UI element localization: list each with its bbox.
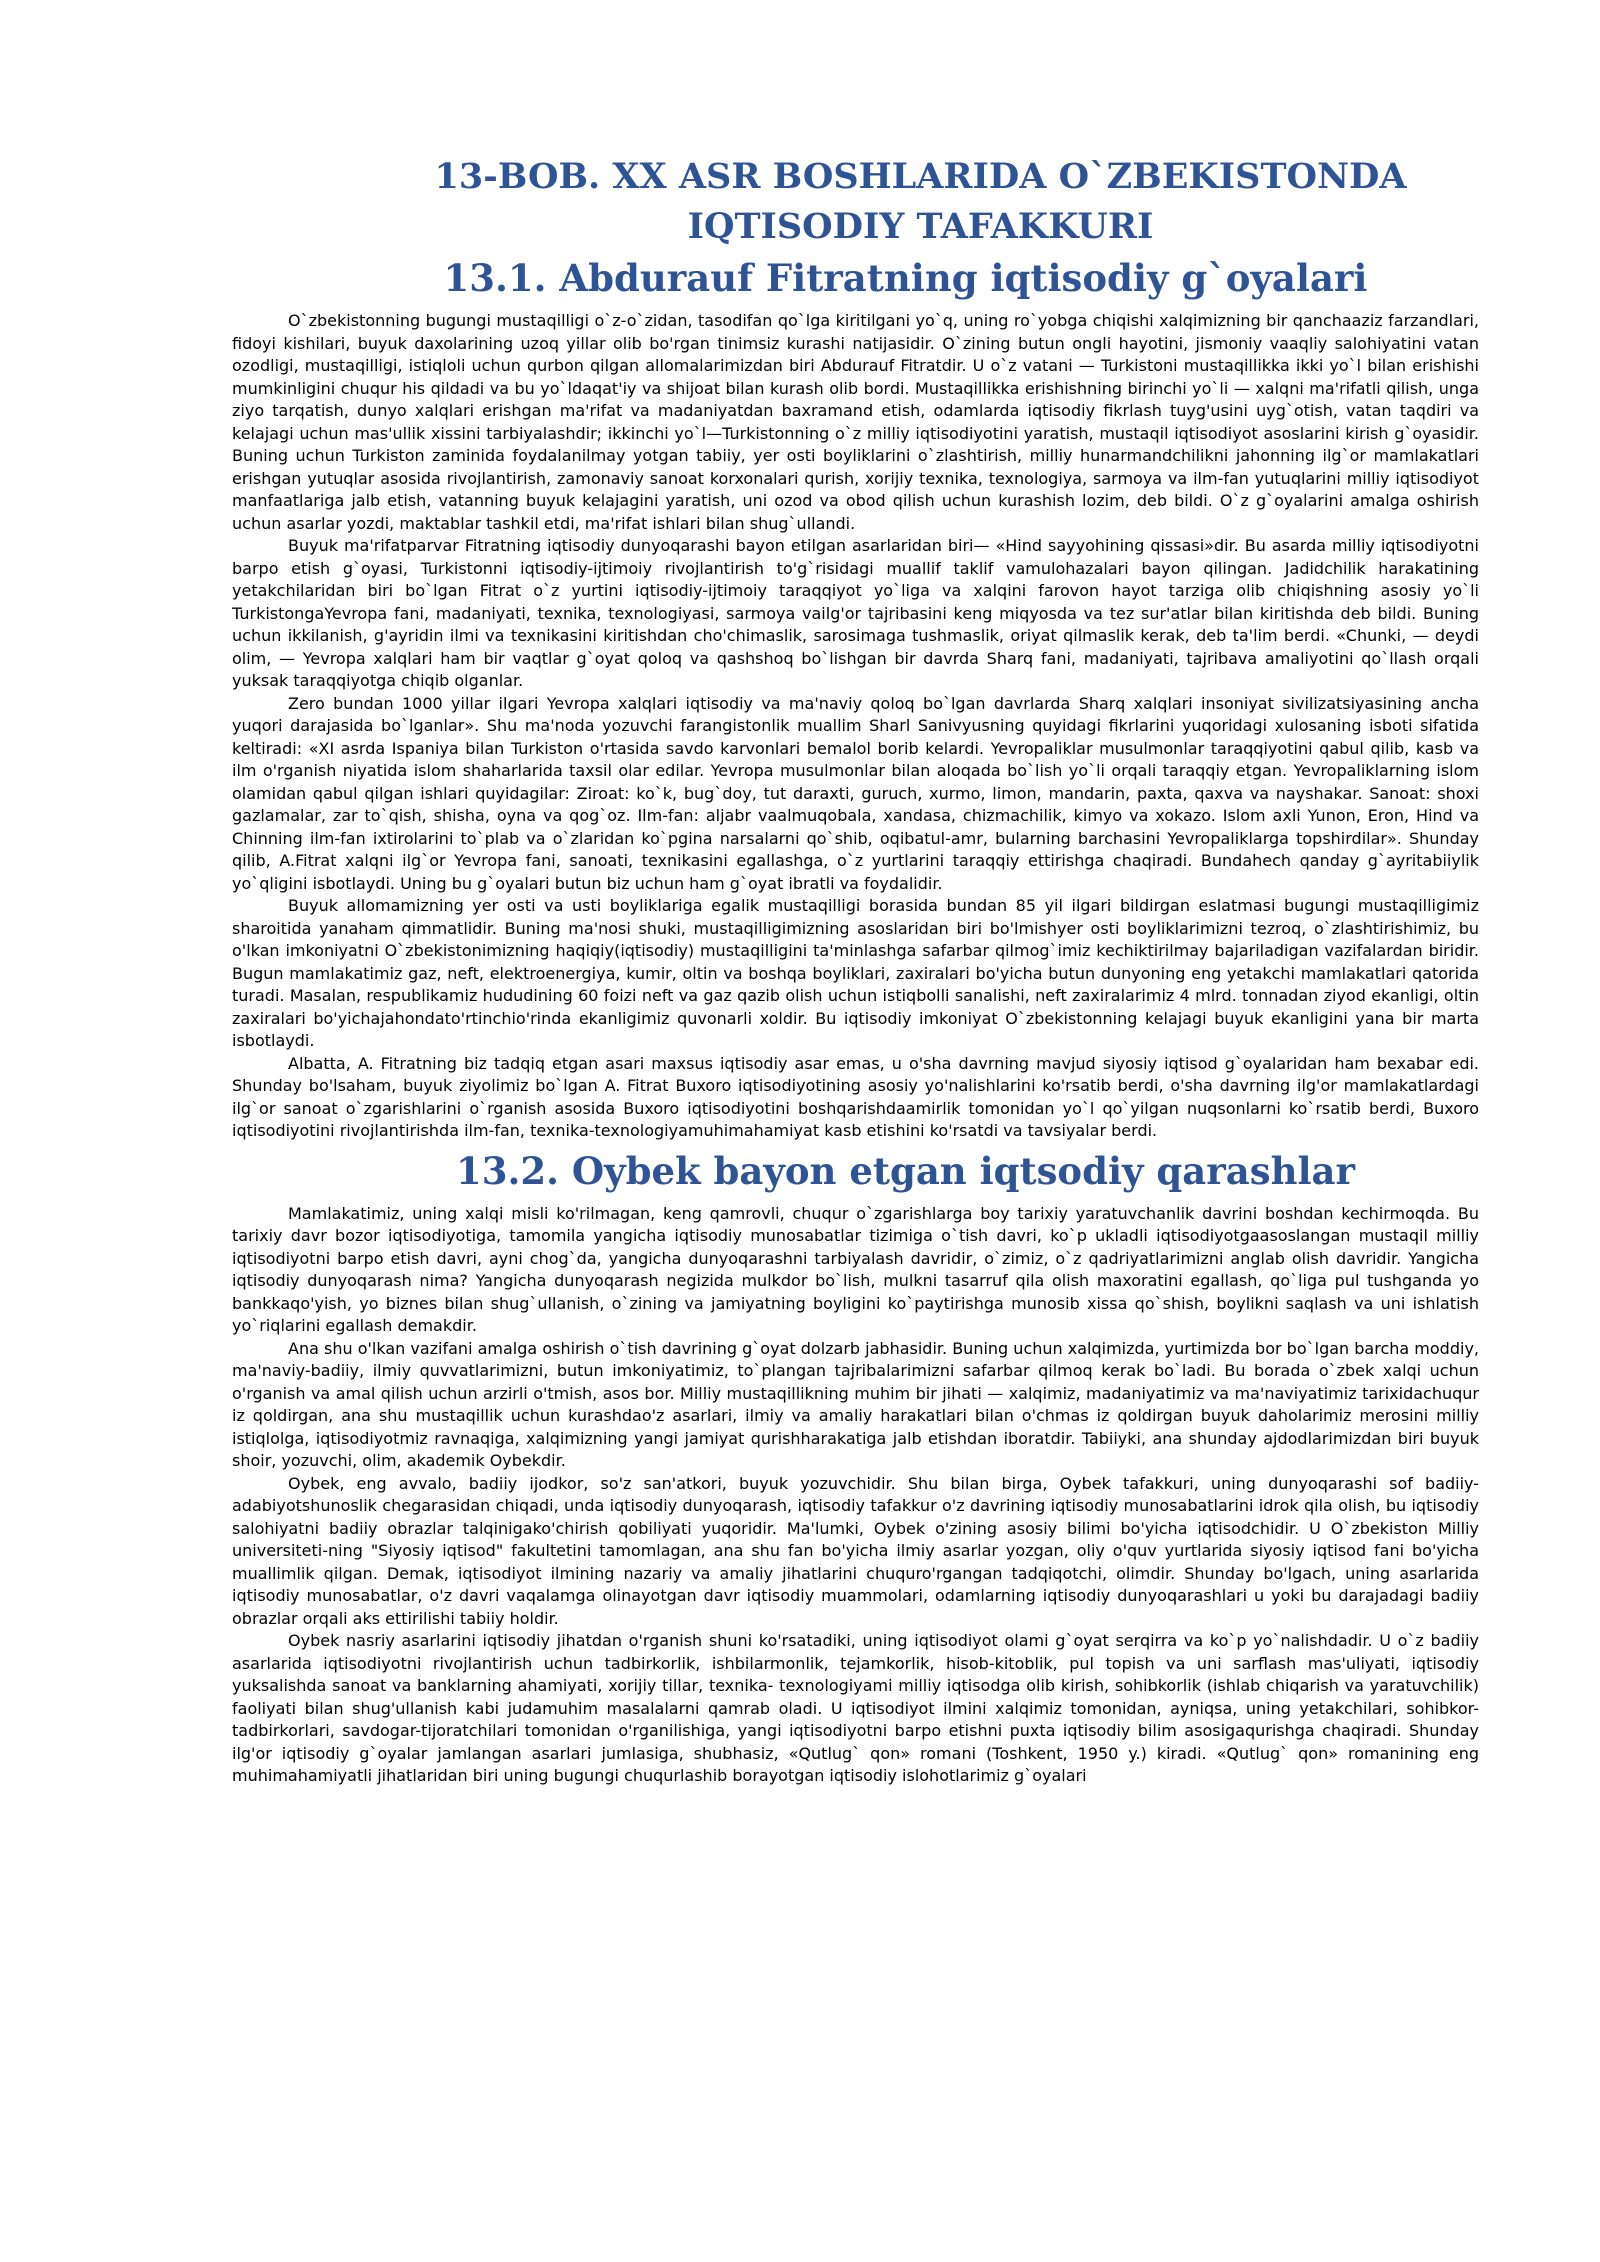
paragraph: Zero bundan 1000 yillar ilgari Yevropa xalqlari iqtisodiy va ma'naviy qoloq bo`lgan davrlarda Sharq xalqlari insoniyat sivilizatsiyasining ancha yuqori darajasida bo`lganlar». Shu ma'noda yozuvchi farangistonlik muallim Sharl Sanivyusning quyidagi fikrlarini yuqoridagi xulosaning isboti sifatida keltiradi: «XI asrda Ispaniya bilan Turkiston o'rtasida savdo karvonlari bemalol borib kelardi. Yevropaliklar musulmonlar taraqqiyotini qabul qilib, kasb va ilm o'rganish niyatida islom shaharlarida taxsil olar edilar. Yevropa musulmonlar bilan aloqada bo`lish yo`li orqali taraqqiy etgan. Yevropaliklarning islom olamidan qabul qilgan ishlari quyidagilar: Ziroat: ko`k, bug`doy, tut daraxti, guruch, xurmo, limon, mandarin, paxta, qaxva va nayshakar. Sanoat: shoxi gazlamalar, zar to`qish, shisha, oyna va qog`oz. Ilm-fan: aljabr vaalmuqobala, xandasa, chizmachilik, kimyo va xokazo. Islom axli Yunon, Eron, Hind va Chinning ilm-fan ixtirolarini to`plab va o`zlaridan ko`pgina narsalarni qo`shib, oqibatul-amr, bularning barchasini Yevropaliklarga topshirdilar». Shunday qilib, A.Fitrat xalqni ilg`or Yevropa fani, sanoati, texnikasini egallashga, o`z yurtlarini taraqqiy ettirishga chaqiradi. Bundahech qanday g`ayritabiiylik yo`qligini isbotlaydi. Uning bu g`oyalari butun biz uchun ham g`oyat ibratli va foydalidir.: [232, 693, 1479, 893]
chapter-title: 13-BOB. XX ASR BOSHLARIDA O`ZBEKISTONDA IQTISODIY TAFAKKURI: [434, 156, 1407, 247]
paragraph: Buyuk allomamizning yer osti va usti boyliklariga egalik mustaqilligi borasida bundan 85 yil ilgari bildirgan eslatmasi bugungi mustaqilligimiz sharoitida yanaham qimmatlidir. Buning ma'nosi shuki, mustaqilligimizning asoslaridan biri bo'lmishyer osti boyliklarimizni tezroq, o`zlashtirishimiz, bu o'lkan imkoniyatni O`zbekistonimizning haqiqiy(iqtisodiy) mustaqilligini ta'minlashga safarbar qilmog`imiz kechiktirilmay bajariladigan vazifalardan biridir. Bugun mamlakatimiz gaz, neft, elektroenergiya, kumir, oltin va boshqa boyliklari, zaxiralari bo'yicha butun dunyoning eng yetakchi mamlakatlari qatorida turadi. Masalan, respublikamiz hududining 60 foizi neft va gaz qazib olish uchun istiqbolli sanalishi, neft zaxiralarimiz 4 mlrd. tonnadan ziyod ekanligi, oltin zaxiralari bo'yichajahondato'rtinchio'rinda ekanligimiz quvonarli xoldir. Bu iqtisodiy imkoniyat O`zbekistonning kelajagi buyuk ekanligini yana bir marta isbotlaydi.: [232, 896, 1479, 1050]
paragraph: Oybek, eng avvalo, badiiy ijodkor, so'z san'atkori, buyuk yozuvchidir. Shu bilan birga, Oybek tafakkuri, uning dunyoqarashi sof badiiy-adabiyotshunoslik chegarasidan chiqadi, unda iqtisodiy dunyoqarash, iqtisodiy tafakkur o'z davrining iqtisodiy munosabatlarini idrok qila olish, bu iqtisodiy salohiyatni badiiy obrazlar talqinigako'chirish qobiliyati yuqoridir. Ma'lumki, Oybek o'zining asosiy bilimi bo'yicha iqtisodchidir. U O`zbekiston Milliy universiteti-ning "Siyosiy iqtisod" fakultetini tamomlagan, ana shu fan bo'yicha ilmiy asarlar yozgan, oliy o'quv yurtlarida siyosiy iqtisod fani bo'yicha muallimlik qilgan. Demak, iqtisodiyot ilmining nazariy va amaliy jihatlarini chuquro'rgangan tadqiqotchi, olimdir. Shunday bo'lgach, uning asarlarida iqtisodiy munosabatlar, o'z davri vaqalamga olinayotgan davr iqtisodiy muammolari, odamlarning iqtisodiy dunyoqarashlari u yoki bu darajadagi badiiy obrazlar orqali aks ettirilishi tabiiy holdir.: [232, 1473, 1479, 1628]
section-title-1: 13.1. Abdurauf Fitratning iqtisodiy g`oyalari: [443, 256, 1368, 300]
document-body: [232, 152, 1479, 1788]
paragraph: Albatta, A. Fitratning biz tadqiq etgan asari maxsus iqtisodiy asar emas, u o'sha davrning mavjud siyosiy iqtisod g`oyalaridan ham bexabar edi. Shunday bo'lsaham, buyuk ziyolimiz bo`lgan A. Fitrat Buxoro iqtisodiyotining asosiy yo'nalishlarini ko'rsatib berdi, o'sha davrning ilg'or mamlakatlardagi ilg`or sanoat o`zgarishlarini o`rganish asosida Buxoro iqtisodiyotini boshqarishdaamirlik tomonidan yo`l qo`yilgan nuqsonlarni ko`rsatib berdi, Buxoro iqtisodiyotini rivojlantirishda ilm-fan, texnika-texnologiyamuhimahamiyat kasb etishini ko'rsatdi va tavsiyalar berdi.: [232, 1053, 1479, 1140]
paragraph: Buyuk ma'rifatparvar Fitratning iqtisodiy dunyoqarashi bayon etilgan asarlaridan biri— «Hind sayyohining qissasi»dir. Bu asarda milliy iqtisodiyotni barpo etish g`oyasi, Turkistonni iqtisodiy-ijtimoiy rivojlantirish to'g`risidagi muallif taklif vamulohazalari bayon qilingan. Jadidchilik harakatining yetakchilaridan biri bo`lgan Fitrat o`z yurtini iqtisodiy-ijtimoiy taraqqiyot yo`liga va xalqini farovon hayot tarziga olib chiqishning asosiy yo`li TurkistongaYevropa fani, madaniyati, texnika, texnologiyasi, sarmoya vailg'or tajribasini keng miqyosda va tez sur'atlar bilan kiritishda deb bildi. Buning uchun ikkilanish, g'ayridin ilmi va texnikasini kiritishdan cho'chimaslik, sarosimaga tushmaslik, oriyat qilmaslik kerak, deb ta'lim berdi. «Chunki, — deydi olim, — Yevropa xalqlari ham bir vaqtlar g`oyat qoloq va qashshoq bo`lishgan bir davrda Sharq fani, madaniyati, tajribava amaliyotini qo`llash orqali yuksak taraqqiyotga chiqib olganlar.: [232, 536, 1479, 690]
paragraph: Mamlakatimiz, uning xalqi misli ko'rilmagan, keng qamrovli, chuqur o`zgarishlarga boy tarixiy yaratuvchanlik davrini boshdan kechirmoqda. Bu tarixiy davr bozor iqtisodiyotiga, tamomila yangicha iqtisodiy munosabatlar tizimiga o`tish davri, ko`p ukladli iqtisodiyotgaasoslangan mustaqil milliy iqtisodiyotni barpo etish davri, ayni chog`da, yangicha dunyoqarashni tarbiyalash davridir, o`zimiz, o`z qadriyatlarimizni anglab olish davridir. Yangicha iqtisodiy dunyoqarash nima? Yangicha dunyoqarash negizida mulkdor bo`lish, mulkni tasarruf qila olish maxoratini egallash, qo`liga pul tushganda yo bankkaqo'yish, yo biznes bilan shug`ullanish, o`zining va jamiyatning boyligini ko`paytirishga munosib xissa qo`shish, boylikni saqlash va uni ishlatish yo`riqlarini egallash demakdir.: [232, 1203, 1479, 1335]
section-title-2: 13.2. Oybek bayon etgan iqtsodiy qarashlar: [455, 1148, 1355, 1193]
paragraph: Oybek nasriy asarlarini iqtisodiy jihatdan o'rganish shuni ko'rsatadiki, uning iqtisodiyot olami g`oyat serqirra va ko`p yo`nalishdadir. U o`z badiiy asarlarida iqtisodiyotni rivojlantirish uchun tadbirkorlik, ishbilarmonlik, tejamkorlik, hisob-kitoblik, pul topish va uni sarflash mas'uliyati, iqtisodiy yuksalishda sanoat va banklarning ahamiyati, xorijiy tillar, texnika- texnologiyami milliy iqtisodga olib kirish, sohibkorlik (ishlab chiqarish va yaratuvchilik) faoliyati bilan shug'ullanish kabi judamuhim masalalarni qamrab oladi. U iqtisodiyot ilmini xalqimiz tomonidan, ayniqsa, uning yetakchilari, sohibkor-tadbirkorlari, savdogar-tijoratchilari tomonidan o'rganilishiga, yangi iqtisodiyotni barpo etishni puxta iqtisodiy bilim asosigaqurishga chaqiradi. Shunday ilg'or iqtisodiy g`oyalar jamlangan asarlari jumlasiga, shubhasiz, «Qutlug` qon» romani (Toshkent, 1950 y.) kiradi. «Qutlug` qon» romanining eng muhimahamiyatli jihatlaridan biri uning bugungi chuqurlashib borayotgan iqtisodiy islohotlarimiz g`oyalari: [232, 1631, 1479, 1785]
paragraph: O`zbekistonning bugungi mustaqilligi o`z-o`zidan, tasodifan qo`lga kiritilgani yo`q, uning ro`yobga chiqishi xalqimizning bir qanchaaziz farzandlari, fidoyi kishilari, buyuk daxolarining uzoq yillar olib bo'rgan tinimsiz kurashi natijasidir. O`zining butun ongli hayotini, jismoniy vaaqliy salohiyatini vatan ozodligi, mustaqilligi, istiqloli uchun qurbon qilgan allomalarimizdan biri Abdurauf Fitratdir. U o`z vatani — Turkistoni mustaqillikka ikki yo`l bilan erishishi mumkinligini chuqur his qildadi va bu yo`ldaqat'iy va shijoat bilan kurash olib bordi. Mustaqillikka erishishning birinchi yo`li — xalqni ma'rifatli qilish, unga ziyo tarqatish, dunyo xalqlari erishgan ma'rifat va madaniyatdan baxramand etish, odamlarda iqtisodiy fikrlash tuyg'usini uyg`otish, vatan taqdiri va kelajagi uchun mas'ullik xissini tarbiyalashdir; ikkinchi yo`l—Turkistonning o`z milliy iqtisodiyotini yaratish, mustaqil iqtisodiyot asoslarini kirish g`oyasidir. Buning uchun Turkiston zaminida foydalanilmay yotgan tabiiy, yer osti boyliklarini o`zlashtirish, milliy hunarmandchilikni jahonning ilg`or mamlakatlari erishgan yutuqlar asosida rivojlantirish, zamonaviy sanoat korxonalari qurish, xorijiy texnika, texnologiya, sarmoya va ilm-fan yutuqlarini milliy iqtisodiyot manfaatlariga jalb etish, vatanning buyuk kelajagini yaratish, uni ozod va obod qilish uchun kurashish lozim, deb bildi. O`z g`oyalarini amalga oshirish uchun asarlar yozdi, maktablar tashkil etdi, ma'rifat ishlari bilan shug`ullandi.: [232, 311, 1479, 533]
paragraph: Ana shu o'lkan vazifani amalga oshirish o`tish davrining g`oyat dolzarb jabhasidir. Buning uchun xalqimizda, yurtimizda bor bo`lgan barcha moddiy, ma'naviy-badiiy, ilmiy quvvatlarimizni, butun imkoniyatimiz, to`plangan tajribalarimizni safarbar qilmoq kerak bo`ladi. Bu borada o`zbek xalqi uchun o'rganish va amal qilish uchun arzirli o'tmish, asos bor. Milliy mustaqillikning muhim bir jihati — xalqimiz, madaniyatimiz va ma'naviyatimiz tarixidachuqur iz qoldirgan, ana shu mustaqillik uchun kurashdao'z asarlari, ilmiy va amaliy harakatlari bilan o'chmas iz qoldirgan buyuk daholarimiz merosini milliy istiqlolga, iqtisodiyotmiz ravnaqiga, xalqimizning yangi jamiyat qurishharakatiga jalb etishdan iboratdir. Tabiiyki, ana shunday ajdodlarimizdan biri buyuk shoir, yozuvchi, olim, akademik Oybekdir.: [232, 1338, 1479, 1470]
